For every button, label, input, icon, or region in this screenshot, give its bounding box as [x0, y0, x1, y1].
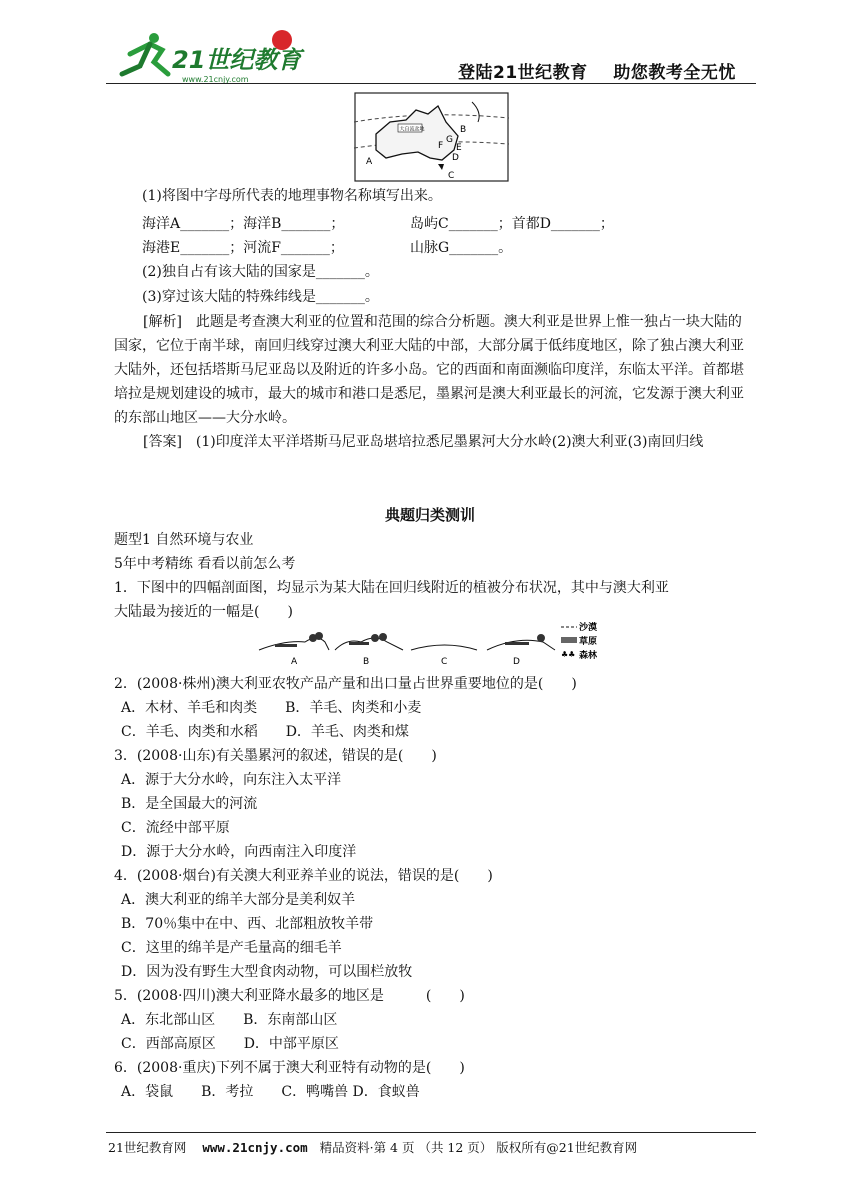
- q3-option-b: B．是全国最大的河流: [121, 796, 258, 812]
- map-label-c: C: [448, 171, 455, 181]
- profile-label-a: A: [291, 657, 298, 667]
- footer-url[interactable]: www.21cnjy.com: [202, 1140, 308, 1155]
- q2-options-cd: C．羊毛、肉类和水稻 D．羊毛、肉类和煤: [121, 724, 409, 740]
- footer-info: 精品资料·第 4 页 （共 12 页） 版权所有@21世纪教育网: [319, 1140, 638, 1155]
- q-row1-left: 海洋A_______；海洋B_______；: [142, 216, 345, 232]
- logo-text: 21世纪教育: [172, 46, 302, 74]
- q-row2-right: 山脉G_______。: [410, 240, 513, 256]
- svg-text:♣♣: ♣♣: [561, 650, 576, 659]
- q4-option-d: D．因为没有野生大型食肉动物，可以围栏放牧: [121, 964, 413, 980]
- q3-option-a: A．源于大分水岭，向东注入太平洋: [121, 772, 342, 788]
- q5-options-ab: A．东北部山区 B．东南部山区: [121, 1012, 338, 1028]
- answer: [答案] (1)印度洋太平洋塔斯马尼亚岛堪培拉悉尼墨累河大分水岭(2)澳大利亚(3)南回归线: [143, 434, 704, 450]
- footer: [108, 1138, 637, 1156]
- q4-option-c: C．这里的绵羊是产毛量高的细毛羊: [121, 940, 342, 956]
- q1-line2: 大陆最为接近的一幅是( ): [114, 604, 293, 620]
- header-slogan: 登陆21世纪教育 助您教考全无忧: [458, 63, 736, 83]
- q-part3: (3)穿过该大陆的特殊纬线是_______。: [142, 289, 379, 305]
- site-logo: [110, 24, 310, 88]
- map-label-e: E: [456, 143, 462, 153]
- footer-divider: [106, 1132, 756, 1133]
- legend-desert: 沙漠: [579, 623, 598, 633]
- q-row1-right: 岛屿C_______；首都D_______；: [410, 216, 614, 232]
- map-label-a: A: [366, 157, 373, 167]
- q6: 6．(2008·重庆)下列不属于澳大利亚特有动物的是( ): [114, 1060, 465, 1076]
- header-divider: [106, 83, 756, 84]
- map-label-d: D: [452, 153, 459, 163]
- q4: 4．(2008·烟台)有关澳大利亚养羊业的说法，错误的是( ): [114, 868, 493, 884]
- legend-grassland: 草原: [579, 637, 598, 647]
- australia-map: [354, 92, 509, 182]
- map-label-g: G: [446, 135, 453, 145]
- q-part1: (1)将图中字母所代表的地理事物名称填写出来。: [142, 188, 442, 204]
- profile-label-b: B: [363, 657, 370, 667]
- profile-label-c: C: [441, 657, 448, 667]
- section-type: 题型1 自然环境与农业: [114, 532, 254, 548]
- q1-line1: 1．下图中的四幅剖面图，均显示为某大陆在回归线附近的植被分布状况，其中与澳大利亚: [114, 580, 669, 596]
- q-part2: (2)独自占有该大陆的国家是_______。: [142, 264, 379, 280]
- q2-options-ab: A．木材、羊毛和肉类 B．羊毛、肉类和小麦: [121, 700, 422, 716]
- footer-site: 21世纪教育网: [108, 1140, 187, 1155]
- runner-icon: [122, 33, 168, 74]
- q4-option-a: A．澳大利亚的绵羊大部分是美利奴羊: [121, 892, 356, 908]
- section-title: 典题归类测训: [384, 506, 475, 524]
- q2: 2．(2008·株州)澳大利亚农牧产品产量和出口量占世界重要地位的是( ): [114, 676, 577, 692]
- map-label-f: F: [438, 141, 444, 151]
- analysis: [解析] 此题是考查澳大利亚的位置和范围的综合分析题。澳大利亚是世界上惟一独占一块大陆的国家，它位于南半球，南回归线穿过澳大利亚大陆的中部，大部分属于低纬度地区，除了独占澳大利亚大陆外，还包括塔斯马尼亚岛以及附近的许多小岛。它的西面和南面濒临印度洋，东临太平洋。首都堪培拉是规划建设的城市，最大的城市和港口是悉尼，墨累河是澳大利亚最长的河流，它发源于澳大利亚的东部山地区——大分水岭。: [114, 314, 744, 426]
- q5: 5．(2008·四川)澳大利亚降水最多的地区是 ( ): [114, 988, 465, 1004]
- legend-forest: 森林: [579, 651, 598, 661]
- q-row2-left: 海港E_______；河流F_______；: [142, 240, 344, 256]
- q4-option-b: B．70％集中在中、西、北部粗放牧羊带: [121, 916, 374, 932]
- q3: 3．(2008·山东)有关墨累河的叙述，错误的是( ): [114, 748, 437, 764]
- q3-option-c: C．流经中部平原: [121, 820, 230, 836]
- q6-options: A．袋鼠 B．考拉 C．鸭嘴兽 D．食蚁兽: [121, 1084, 420, 1100]
- section-sub: 5年中考精练 看看以前怎么考: [114, 556, 296, 572]
- q3-option-d: D．源于大分水岭，向西南注入印度洋: [121, 844, 357, 860]
- map-label-b: B: [460, 125, 467, 135]
- vegetation-profiles: [255, 620, 615, 670]
- profile-label-d: D: [513, 657, 520, 667]
- inset-label: 大自流盆地: [399, 126, 425, 133]
- logo-url: www.21cnjy.com: [182, 75, 249, 84]
- q5-options-cd: C．西部高原区 D．中部平原区: [121, 1036, 339, 1052]
